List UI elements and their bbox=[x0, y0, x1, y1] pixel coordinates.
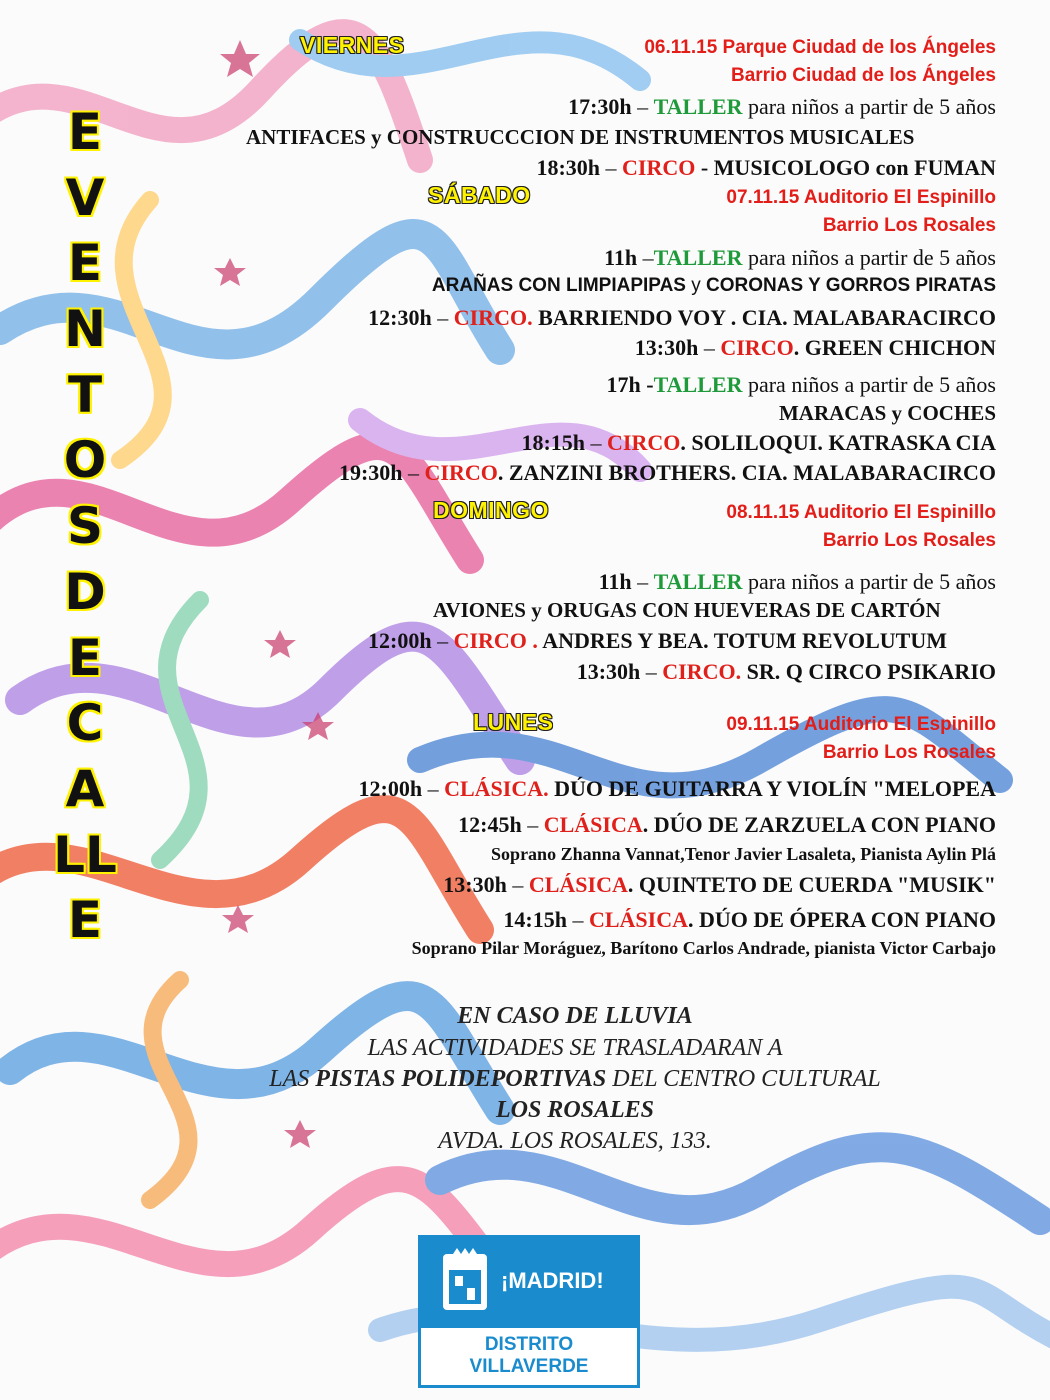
event-line: 12:30h – CIRCO. BARRIENDO VOY . CIA. MALABARACIRCO bbox=[368, 305, 996, 330]
logo-district-name: VILLAVERDE bbox=[469, 1356, 589, 1377]
title-letter: E bbox=[67, 234, 103, 293]
barrio-line-viernes: Barrio Ciudad de los Ángeles bbox=[731, 65, 996, 86]
title-letter: A bbox=[65, 759, 105, 818]
event-line: 13:30h – CLÁSICA. QUINTETO DE CUERDA "MUSIK" bbox=[443, 872, 996, 897]
title-letter: O bbox=[63, 431, 107, 490]
rain-notice-venue: LOS ROSALES bbox=[495, 1097, 655, 1123]
event-line: 12:00h – CLÁSICA. DÚO DE GUITARRA Y VIOLÍN "MELOPEA bbox=[358, 776, 996, 801]
event-line: 13:30h – CIRCO. SR. Q CIRCO PSIKARIO bbox=[576, 659, 996, 684]
event-line: 17h -TALLER para niños a partir de 5 años bbox=[606, 372, 996, 397]
title-letter: C bbox=[66, 694, 104, 753]
venue-line-lunes: 09.11.15 Auditorio El Espinillo bbox=[726, 714, 996, 735]
madrid-villaverde-logo bbox=[418, 1235, 640, 1388]
barrio-line-domingo: Barrio Los Rosales bbox=[822, 530, 996, 551]
venue-line-viernes: 06.11.15 Parque Ciudad de los Ángeles bbox=[644, 37, 996, 58]
event-line: AVIONES y ORUGAS CON HUEVERAS DE CARTÓN bbox=[433, 598, 941, 622]
event-line: MARACAS y COCHES bbox=[778, 401, 996, 425]
day-heading-lunes: LUNES bbox=[473, 709, 554, 735]
logo-brand: ¡MADRID! bbox=[501, 1268, 604, 1293]
title-letter: E bbox=[67, 103, 103, 161]
title-letter: V bbox=[65, 168, 105, 227]
event-line: 14:15h – CLÁSICA. DÚO DE ÓPERA CON PIANO bbox=[503, 907, 996, 932]
title-letter: LL bbox=[53, 825, 117, 884]
day-heading-sabado: SÁBADO bbox=[428, 182, 531, 208]
venue-line-sabado: 07.11.15 Auditorio El Espinillo bbox=[726, 187, 996, 208]
event-line: 17:30h – TALLER para niños a partir de 5 años bbox=[568, 94, 996, 119]
rain-notice-heading: EN CASO DE LLUVIA bbox=[457, 1003, 693, 1029]
rain-notice-line: LAS ACTIVIDADES SE TRASLADARAN A bbox=[367, 1035, 783, 1061]
rain-notice-line: LAS PISTAS POLIDEPORTIVAS DEL CENTRO CULTURAL bbox=[269, 1066, 881, 1092]
event-line: ARAÑAS CON LIMPIAPIPAS y CORONAS Y GORROS PIRATAS bbox=[431, 275, 996, 296]
performers-line: Soprano Pilar Moráguez, Barítono Carlos Andrade, pianista Victor Carbajo bbox=[411, 938, 996, 958]
event-line: 11h –TALLER para niños a partir de 5 años bbox=[604, 245, 996, 270]
event-line: ANTIFACES y CONSTRUCCCION DE INSTRUMENTOS MUSICALES bbox=[246, 125, 915, 149]
event-line: 19:30h – CIRCO. ZANZINI BROTHERS. CIA. MALABARACIRCO bbox=[338, 460, 996, 485]
title-letter: T bbox=[67, 365, 103, 424]
title-letter: S bbox=[66, 497, 103, 556]
performers-line: Soprano Zhanna Vannat,Tenor Javier Lasaleta, Pianista Aylin Plá bbox=[491, 844, 996, 864]
title-letter: D bbox=[64, 562, 106, 621]
venue-line-domingo: 08.11.15 Auditorio El Espinillo bbox=[726, 502, 996, 523]
day-heading-viernes: VIERNES bbox=[300, 32, 405, 58]
barrio-line-lunes: Barrio Los Rosales bbox=[822, 742, 996, 763]
event-line: 13:30h – CIRCO. GREEN CHICHON bbox=[634, 335, 996, 360]
title-letter: E bbox=[67, 891, 103, 950]
rain-notice-address: AVDA. LOS ROSALES, 133. bbox=[438, 1128, 712, 1154]
day-heading-domingo: DOMINGO bbox=[433, 497, 549, 523]
event-line: 18:15h – CIRCO. SOLILOQUI. KATRASKA CIA bbox=[521, 430, 996, 455]
event-line: 11h – TALLER para niños a partir de 5 años bbox=[598, 569, 996, 594]
title-letter: E bbox=[67, 628, 103, 687]
logo-district-label: DISTRITO bbox=[484, 1334, 574, 1355]
coat-of-arms-icon bbox=[435, 1248, 495, 1318]
event-line: 12:00h – CIRCO . ANDRES Y BEA. TOTUM REVOLUTUM bbox=[368, 628, 947, 653]
barrio-line-sabado: Barrio Los Rosales bbox=[822, 215, 996, 236]
event-line: 12:45h – CLÁSICA. DÚO DE ZARZUELA CON PIANO bbox=[458, 812, 996, 837]
event-line: 18:30h – CIRCO - MUSICOLOGO con FUMAN bbox=[536, 155, 996, 180]
title-letter: N bbox=[64, 300, 106, 359]
